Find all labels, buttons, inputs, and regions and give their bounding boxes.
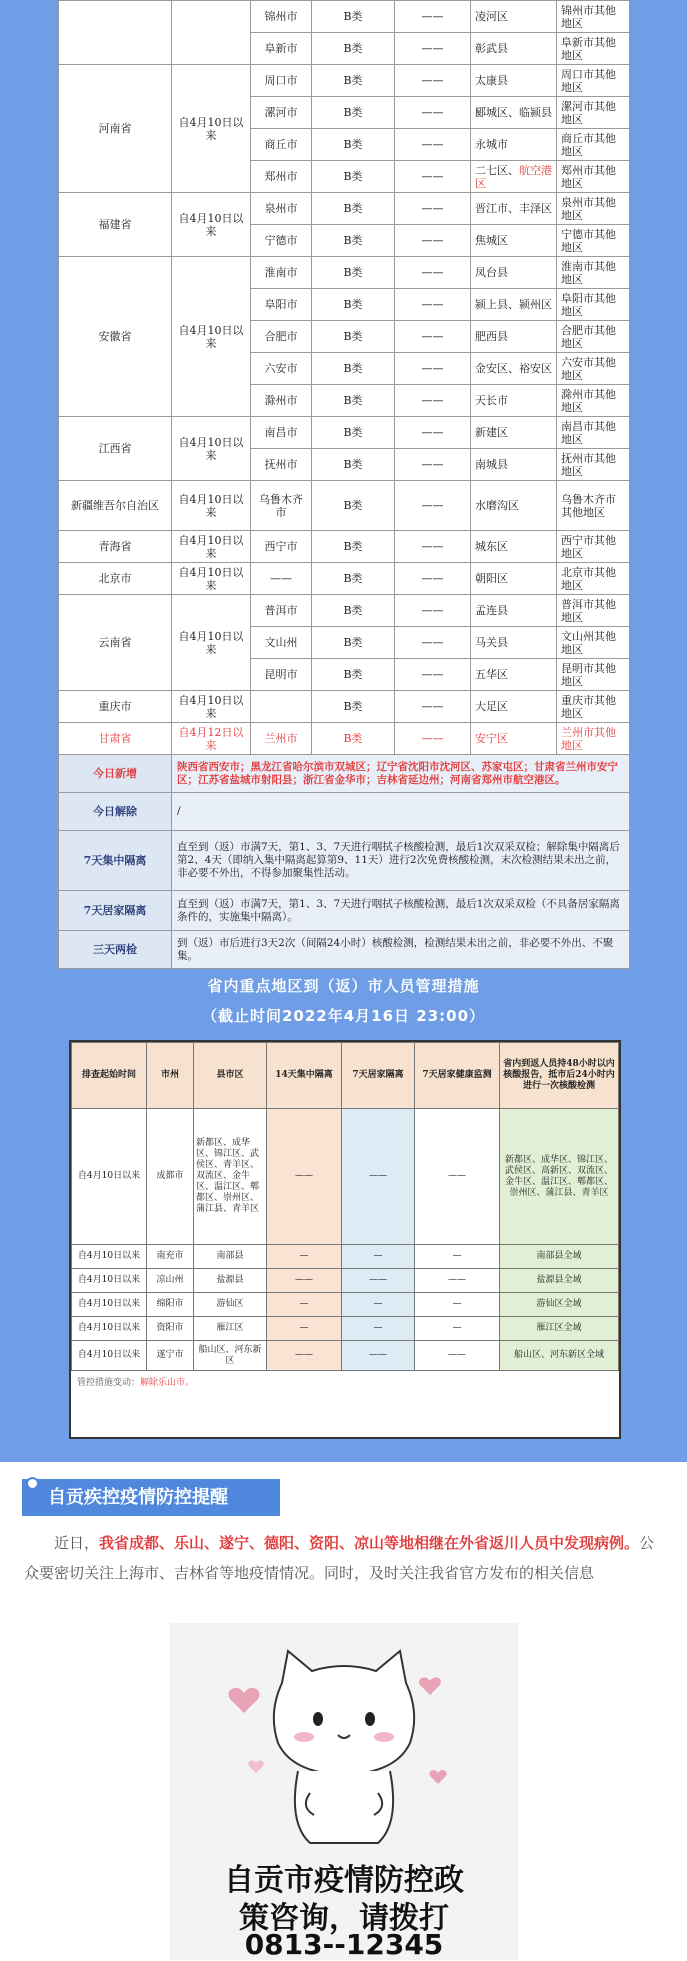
measure-cell: —— xyxy=(267,1109,342,1245)
class-cell: B类 xyxy=(312,531,395,563)
other-area-cell: 阜新市其他地区 xyxy=(557,33,630,65)
province-measures-panel xyxy=(69,1040,621,1439)
province-cell: 重庆市 xyxy=(59,691,172,723)
measure-cell: 雁江区全域 xyxy=(500,1317,619,1341)
city-cell: 泉州市 xyxy=(251,193,312,225)
date-cell: 自4月10日以来 xyxy=(72,1341,147,1371)
other-area-cell: 文山州其他地区 xyxy=(557,627,630,659)
area-text: 二七区、 xyxy=(475,163,519,177)
date-cell: 自4月10日以来 xyxy=(172,563,251,595)
class-cell: B类 xyxy=(312,257,395,289)
area-cell: 孟连县 xyxy=(471,595,557,627)
date-cell: 自4月10日以来 xyxy=(172,531,251,563)
home-7day-text: 直至到（返）市满7天，第1、3、7天进行咽拭子核酸检测，最后1次双采双检（不具备居家隔离条件的，实施集中隔离）。 xyxy=(172,891,630,931)
city-cell: 漯河市 xyxy=(251,97,312,129)
table-row xyxy=(59,417,630,449)
class-cell: B类 xyxy=(312,385,395,417)
date-cell: 自4月10日以来 xyxy=(172,65,251,193)
area-text-highlight: 航空港区 xyxy=(475,163,552,190)
province-cell: 河南省 xyxy=(59,65,172,193)
other-area-cell: 周口市其他地区 xyxy=(557,65,630,97)
other-area-cell: 合肥市其他地区 xyxy=(557,321,630,353)
today-remove-label: 今日解除 xyxy=(59,793,172,831)
mid-cell: —— xyxy=(395,353,471,385)
city-cell: 商丘市 xyxy=(251,129,312,161)
area-cell: 永城市 xyxy=(471,129,557,161)
date-cell: 自4月10日以来 xyxy=(172,481,251,531)
city-cell: 成都市 xyxy=(147,1109,194,1245)
other-area-cell: 西宁市其他地区 xyxy=(557,531,630,563)
date-cell: 自4月12日以来 xyxy=(172,723,251,755)
province-cell: 新疆维吾尔自治区 xyxy=(59,481,172,531)
table-row xyxy=(72,1341,619,1371)
measure-cell: — xyxy=(415,1245,500,1269)
other-area-cell: 阜阳市其他地区 xyxy=(557,289,630,321)
other-area-cell: 重庆市其他地区 xyxy=(557,691,630,723)
class-cell: B类 xyxy=(312,595,395,627)
mid-cell: —— xyxy=(395,257,471,289)
table-row xyxy=(59,193,630,225)
city-cell: 昆明市 xyxy=(251,659,312,691)
table-row xyxy=(72,1269,619,1293)
other-area-cell: 南昌市其他地区 xyxy=(557,417,630,449)
date-cell: 自4月10日以来 xyxy=(72,1317,147,1341)
other-area-cell: 漯河市其他地区 xyxy=(557,97,630,129)
measure-cell: 盐源县全域 xyxy=(500,1269,619,1293)
class-cell: B类 xyxy=(312,225,395,257)
class-cell: B类 xyxy=(312,1,395,33)
mid-cell: —— xyxy=(395,723,471,755)
measure-cell: — xyxy=(267,1293,342,1317)
three-day-text: 到（返）市后进行3天2次（间隔24小时）核酸检测，检测结果未出之前，非必要不外出、不聚集。 xyxy=(172,931,630,969)
today-remove-text: / xyxy=(172,793,630,831)
city-cell: 绵阳市 xyxy=(147,1293,194,1317)
footnote-highlight: 解除乐山市。 xyxy=(140,1378,195,1388)
class-cell: B类 xyxy=(312,353,395,385)
area-cell: 颍上县、颍州区 xyxy=(471,289,557,321)
mid-cell: —— xyxy=(395,225,471,257)
table-row xyxy=(72,1317,619,1341)
county-cell: 游仙区 xyxy=(194,1293,267,1317)
other-area-cell: 抚州市其他地区 xyxy=(557,449,630,481)
date-cell: 自4月10日以来 xyxy=(172,417,251,481)
area-cell: 新建区 xyxy=(471,417,557,449)
measure-cell: —— xyxy=(342,1269,415,1293)
mid-cell: —— xyxy=(395,691,471,723)
table-row xyxy=(72,1245,619,1269)
measure-cell: 游仙区全域 xyxy=(500,1293,619,1317)
area-cell: 焦城区 xyxy=(471,225,557,257)
hotline-number: 0813--12345 xyxy=(244,1928,444,1961)
table-row xyxy=(59,831,630,891)
footnote-prefix: 管控措施变动： xyxy=(77,1378,141,1388)
class-cell: B类 xyxy=(312,289,395,321)
today-new-text: 陕西省西安市；黑龙江省哈尔滨市双城区；辽宁省沈阳市沈河区、苏家屯区；甘肃省兰州市安宁区；江苏省盐城市射阳县；浙江省金华市；吉林省延边州；河南省郑州市航空港区。 xyxy=(172,755,630,793)
city-cell: 资阳市 xyxy=(147,1317,194,1341)
table-row xyxy=(59,595,630,627)
measure-cell: —— xyxy=(415,1269,500,1293)
measure-cell: 南部县全域 xyxy=(500,1245,619,1269)
city-cell: 兰州市 xyxy=(251,723,312,755)
mid-cell: —— xyxy=(395,531,471,563)
area-cell: 凌河区 xyxy=(471,1,557,33)
risk-area-table xyxy=(58,0,630,969)
table-row xyxy=(59,563,630,595)
class-cell: B类 xyxy=(312,449,395,481)
header-cell: 排查起始时间 xyxy=(72,1043,147,1109)
section-banner: 自贡疾控疫情防控提醒 xyxy=(22,1479,280,1516)
measure-cell: — xyxy=(267,1317,342,1341)
class-cell: B类 xyxy=(312,321,395,353)
measure-cell: — xyxy=(415,1293,500,1317)
three-day-label: 三天两检 xyxy=(59,931,172,969)
city-cell: 滁州市 xyxy=(251,385,312,417)
province-cell: 青海省 xyxy=(59,531,172,563)
home-7day-label: 7天居家隔离 xyxy=(59,891,172,931)
province-cell: 福建省 xyxy=(59,193,172,257)
hotline-line-2: 策咨询，请拨打 xyxy=(239,1901,449,1936)
city-cell xyxy=(251,691,312,723)
table-row xyxy=(59,65,630,97)
area-cell: 安宁区 xyxy=(471,723,557,755)
quarantine-7day-text: 直至到（返）市满7天，第1、3、7天进行咽拭子核酸检测，最后1次双采双检；解除集中隔离后第2、4天（即纳入集中隔离起算第9、11天）进行2次免费核酸检测，末次检测结果未出之前，非必要不外出，不得参加聚集性活动。 xyxy=(172,831,630,891)
city-cell: 阜新市 xyxy=(251,33,312,65)
paragraph-rest: 公众要密切关注上海市、吉林省等地疫情情况。同时，及时关注我省官方发布的相关信息 xyxy=(24,1534,655,1582)
table-row xyxy=(59,723,630,755)
county-cell: 新都区、成华区、锦江区、武侯区、青羊区、双流区、金牛区、温江区、郫都区、崇州区、蒲江县、青羊区 xyxy=(194,1109,267,1245)
table-row xyxy=(59,931,630,969)
measure-cell: — xyxy=(342,1245,415,1269)
other-area-cell: 商丘市其他地区 xyxy=(557,129,630,161)
mid-cell: —— xyxy=(395,449,471,481)
mid-cell: —— xyxy=(395,563,471,595)
date-cell: 自4月10日以来 xyxy=(72,1269,147,1293)
city-cell: 宁德市 xyxy=(251,225,312,257)
other-area-cell: 泉州市其他地区 xyxy=(557,193,630,225)
measure-cell: —— xyxy=(415,1341,500,1371)
city-cell: 抚州市 xyxy=(251,449,312,481)
city-cell: 西宁市 xyxy=(251,531,312,563)
class-cell: B类 xyxy=(312,33,395,65)
other-area-cell: 北京市其他地区 xyxy=(557,563,630,595)
other-area-cell: 淮南市其他地区 xyxy=(557,257,630,289)
mid-cell: —— xyxy=(395,627,471,659)
header-cell: 市州 xyxy=(147,1043,194,1109)
date-cell: 自4月10日以来 xyxy=(172,595,251,691)
other-area-cell: 锦州市其他地区 xyxy=(557,1,630,33)
class-cell: B类 xyxy=(312,691,395,723)
city-cell: 遂宁市 xyxy=(147,1341,194,1371)
table-row xyxy=(72,1293,619,1317)
city-cell: 淮南市 xyxy=(251,257,312,289)
table-row xyxy=(59,793,630,831)
table-row xyxy=(59,531,630,563)
header-cell: 县市区 xyxy=(194,1043,267,1109)
measure-cell: 新都区、成华区、锦江区、武侯区、高新区、双流区、金牛区、温江区、郫都区、崇州区、蒲江县、青羊区 xyxy=(500,1109,619,1245)
class-cell: B类 xyxy=(312,417,395,449)
table-row xyxy=(72,1109,619,1245)
area-cell: 凤台县 xyxy=(471,257,557,289)
section-title: 省内重点地区到（返）市人员管理措施 xyxy=(207,977,480,995)
measure-cell: 船山区、河东新区全域 xyxy=(500,1341,619,1371)
header-cell: 省内到返人员持48小时以内核酸报告，抵市后24小时内进行一次核酸检测 xyxy=(500,1043,619,1109)
city-cell: 六安市 xyxy=(251,353,312,385)
date-cell: 自4月10日以来 xyxy=(72,1293,147,1317)
class-cell: B类 xyxy=(312,161,395,193)
other-area-cell: 六安市其他地区 xyxy=(557,353,630,385)
other-area-cell: 普洱市其他地区 xyxy=(557,595,630,627)
header-cell: 7天居家隔离 xyxy=(342,1043,415,1109)
mid-cell: —— xyxy=(395,129,471,161)
city-cell: 郑州市 xyxy=(251,161,312,193)
mid-cell: —— xyxy=(395,97,471,129)
table-row xyxy=(59,257,630,289)
county-cell: 船山区、河东新区 xyxy=(194,1341,267,1371)
class-cell: B类 xyxy=(312,659,395,691)
mid-cell: —— xyxy=(395,161,471,193)
area-cell: 大足区 xyxy=(471,691,557,723)
area-cell: 金安区、裕安区 xyxy=(471,353,557,385)
city-cell: 阜阳市 xyxy=(251,289,312,321)
table-row xyxy=(59,1,630,33)
notice-paragraph xyxy=(24,1528,666,1588)
measure-cell: —— xyxy=(267,1341,342,1371)
area-cell: 水磨沟区 xyxy=(471,481,557,531)
mid-cell: —— xyxy=(395,321,471,353)
header-cell: 7天居家健康监测 xyxy=(415,1043,500,1109)
area-cell: 郾城区、临颍县 xyxy=(471,97,557,129)
mid-cell: —— xyxy=(395,595,471,627)
measure-cell: —— xyxy=(342,1341,415,1371)
area-cell: 太康县 xyxy=(471,65,557,97)
other-area-cell: 郑州市其他地区 xyxy=(557,161,630,193)
county-cell: 盐源县 xyxy=(194,1269,267,1293)
other-area-cell: 兰州市其他地区 xyxy=(557,723,630,755)
date-cell xyxy=(172,1,251,65)
province-cell: 安徽省 xyxy=(59,257,172,417)
class-cell: B类 xyxy=(312,481,395,531)
province-cell: 云南省 xyxy=(59,595,172,691)
city-cell: 乌鲁木齐市 xyxy=(251,481,312,531)
date-cell: 自4月10日以来 xyxy=(72,1109,147,1245)
measure-cell: — xyxy=(267,1245,342,1269)
date-cell: 自4月10日以来 xyxy=(172,257,251,417)
province-cell xyxy=(59,1,172,65)
table-row xyxy=(59,691,630,723)
mid-cell: —— xyxy=(395,385,471,417)
measure-cell: — xyxy=(342,1293,415,1317)
table-row xyxy=(59,481,630,531)
table-header-row xyxy=(72,1043,619,1109)
banner-dot-icon xyxy=(26,1477,39,1490)
class-cell: B类 xyxy=(312,563,395,595)
paragraph-highlight: 我省成都、乐山、遂宁、德阳、资阳、凉山等地相继在外省返川人员中发现病例。 xyxy=(99,1534,640,1552)
area-cell: 彰武县 xyxy=(471,33,557,65)
cat-mascot-icon xyxy=(170,1623,518,1853)
city-cell: 合肥市 xyxy=(251,321,312,353)
mid-cell: —— xyxy=(395,417,471,449)
table-footnote xyxy=(71,1371,619,1392)
measure-cell: —— xyxy=(415,1109,500,1245)
class-cell: B类 xyxy=(312,723,395,755)
province-cell: 江西省 xyxy=(59,417,172,481)
section-subtitle: （截止时间2022年4月16日 23:00） xyxy=(201,1007,486,1025)
measure-cell: — xyxy=(415,1317,500,1341)
class-cell: B类 xyxy=(312,193,395,225)
measure-cell: —— xyxy=(267,1269,342,1293)
date-cell: 自4月10日以来 xyxy=(172,691,251,723)
city-cell: 锦州市 xyxy=(251,1,312,33)
city-cell: 凉山州 xyxy=(147,1269,194,1293)
city-cell: 南昌市 xyxy=(251,417,312,449)
city-cell: 南充市 xyxy=(147,1245,194,1269)
area-cell xyxy=(471,161,557,193)
class-cell: B类 xyxy=(312,627,395,659)
mid-cell: —— xyxy=(395,289,471,321)
table-row xyxy=(59,891,630,931)
table-row xyxy=(59,755,630,793)
date-cell: 自4月10日以来 xyxy=(172,193,251,257)
other-area-cell: 宁德市其他地区 xyxy=(557,225,630,257)
area-cell: 马关县 xyxy=(471,627,557,659)
class-cell: B类 xyxy=(312,129,395,161)
area-cell: 天长市 xyxy=(471,385,557,417)
area-cell: 朝阳区 xyxy=(471,563,557,595)
province-measures-table xyxy=(71,1042,619,1371)
header-cell: 14天集中隔离 xyxy=(267,1043,342,1109)
city-cell: 周口市 xyxy=(251,65,312,97)
county-cell: 雁江区 xyxy=(194,1317,267,1341)
area-cell: 肥西县 xyxy=(471,321,557,353)
mid-cell: —— xyxy=(395,659,471,691)
province-cell: 甘肃省 xyxy=(59,723,172,755)
province-cell: 北京市 xyxy=(59,563,172,595)
quarantine-7day-label: 7天集中隔离 xyxy=(59,831,172,891)
today-new-label: 今日新增 xyxy=(59,755,172,793)
mid-cell: —— xyxy=(395,193,471,225)
other-area-cell: 昆明市其他地区 xyxy=(557,659,630,691)
measure-cell: —— xyxy=(342,1109,415,1245)
city-cell: 普洱市 xyxy=(251,595,312,627)
mid-cell: —— xyxy=(395,1,471,33)
mid-cell: —— xyxy=(395,65,471,97)
mid-cell: —— xyxy=(395,33,471,65)
class-cell: B类 xyxy=(312,65,395,97)
class-cell: B类 xyxy=(312,97,395,129)
area-cell: 晋江市、丰泽区 xyxy=(471,193,557,225)
paragraph-lead: 近日， xyxy=(54,1534,100,1552)
county-cell: 南部县 xyxy=(194,1245,267,1269)
area-cell: 南城县 xyxy=(471,449,557,481)
city-cell: —— xyxy=(251,563,312,595)
measure-cell: — xyxy=(342,1317,415,1341)
area-cell: 城东区 xyxy=(471,531,557,563)
date-cell: 自4月10日以来 xyxy=(72,1245,147,1269)
area-cell: 五华区 xyxy=(471,659,557,691)
mid-cell: —— xyxy=(395,481,471,531)
hotline-line-1: 自贡市疫情防控政 xyxy=(224,1863,464,1898)
hotline-poster xyxy=(170,1623,518,1960)
other-area-cell: 滁州市其他地区 xyxy=(557,385,630,417)
city-cell: 文山州 xyxy=(251,627,312,659)
other-area-cell: 乌鲁木齐市其他地区 xyxy=(557,481,630,531)
